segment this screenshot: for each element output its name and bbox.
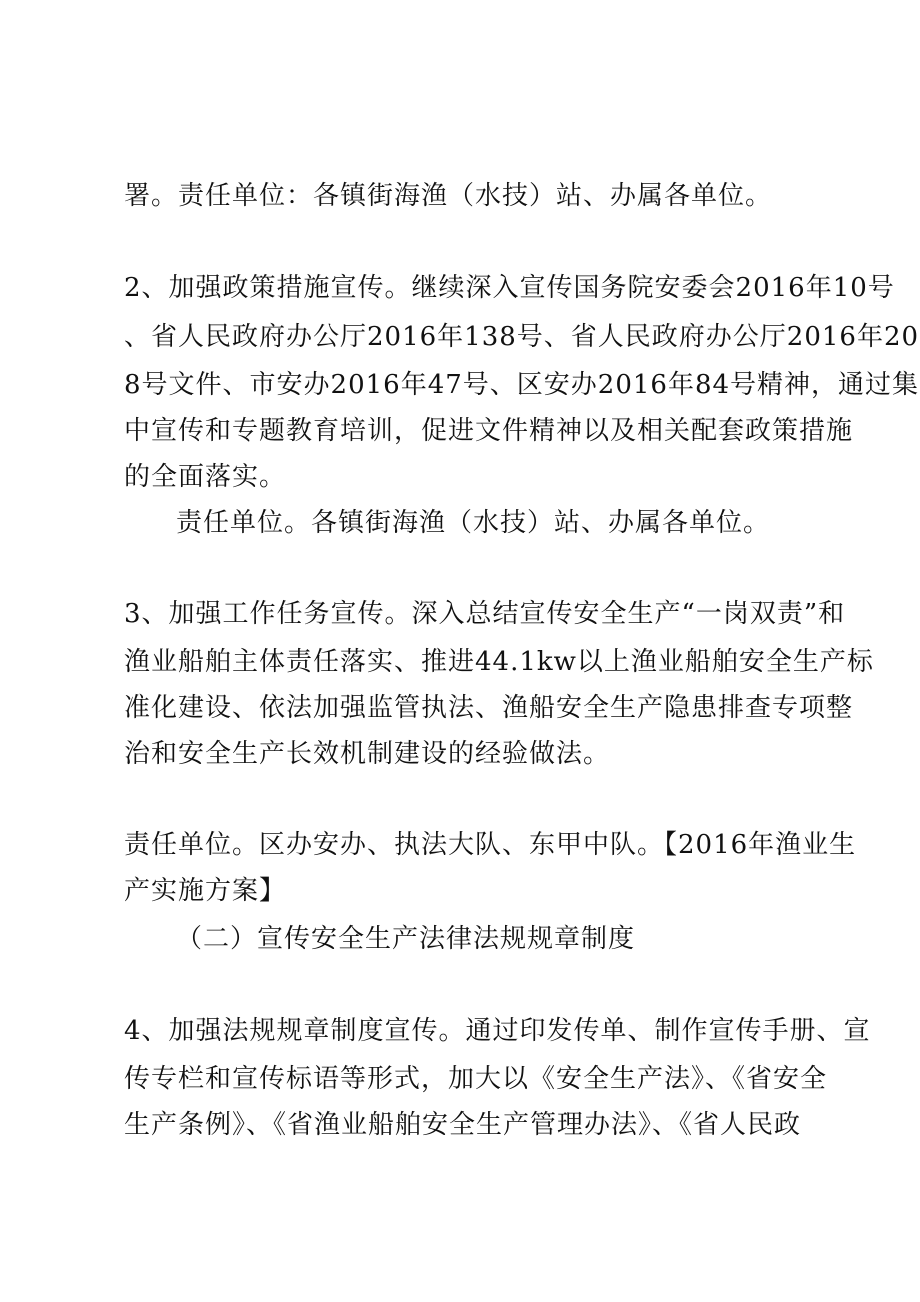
section-heading: （二）宣传安全生产法律法规规章制度 <box>176 924 636 954</box>
text-line: 中宣传和专题教育培训，促进文件精神以及相关配套政策措施 <box>124 416 854 446</box>
text-line: 署。责任单位：各镇街海渔（水技）站、办属各单位。 <box>124 181 773 211</box>
text-line: 治和安全生产长效机制建设的经验做法。 <box>124 739 611 769</box>
text-line: 2、加强政策措施宣传。继续深入宣传国务院安委会2016年10号 <box>124 273 895 303</box>
text-line: 的全面落实。 <box>124 462 287 492</box>
text-line: 责任单位。区办安办、执法大队、东甲中队。【2016年渔业生 <box>124 830 857 860</box>
text-line: 渔业船舶主体责任落实、推进44.1kw以上渔业船舶安全生产标 <box>124 647 874 677</box>
text-line: 8号文件、市安办2016年47号、区安办2016年84号精神，通过集 <box>124 370 920 400</box>
text-line: 准化建设、依法加强监管执法、渔船安全生产隐患排查专项整 <box>124 693 854 723</box>
text-line: 3、加强工作任务宣传。深入总结宣传安全生产“一岗双责”和 <box>124 599 846 629</box>
text-line: 4、加强法规规章制度宣传。通过印发传单、制作宣传手册、宣 <box>124 1016 871 1046</box>
text-line: 传专栏和宣传标语等形式，加大以《安全生产法》、《省安全 <box>124 1064 828 1094</box>
text-line: 生产条例》、《省渔业船舶安全生产管理办法》、《省人民政 <box>124 1110 802 1140</box>
text-line: 、省人民政府办公厅2016年138号、省人民政府办公厅2016年20 <box>124 322 920 352</box>
text-line: 产实施方案】 <box>124 876 287 906</box>
text-line: 责任单位。各镇街海渔（水技）站、办属各单位。 <box>176 508 771 538</box>
